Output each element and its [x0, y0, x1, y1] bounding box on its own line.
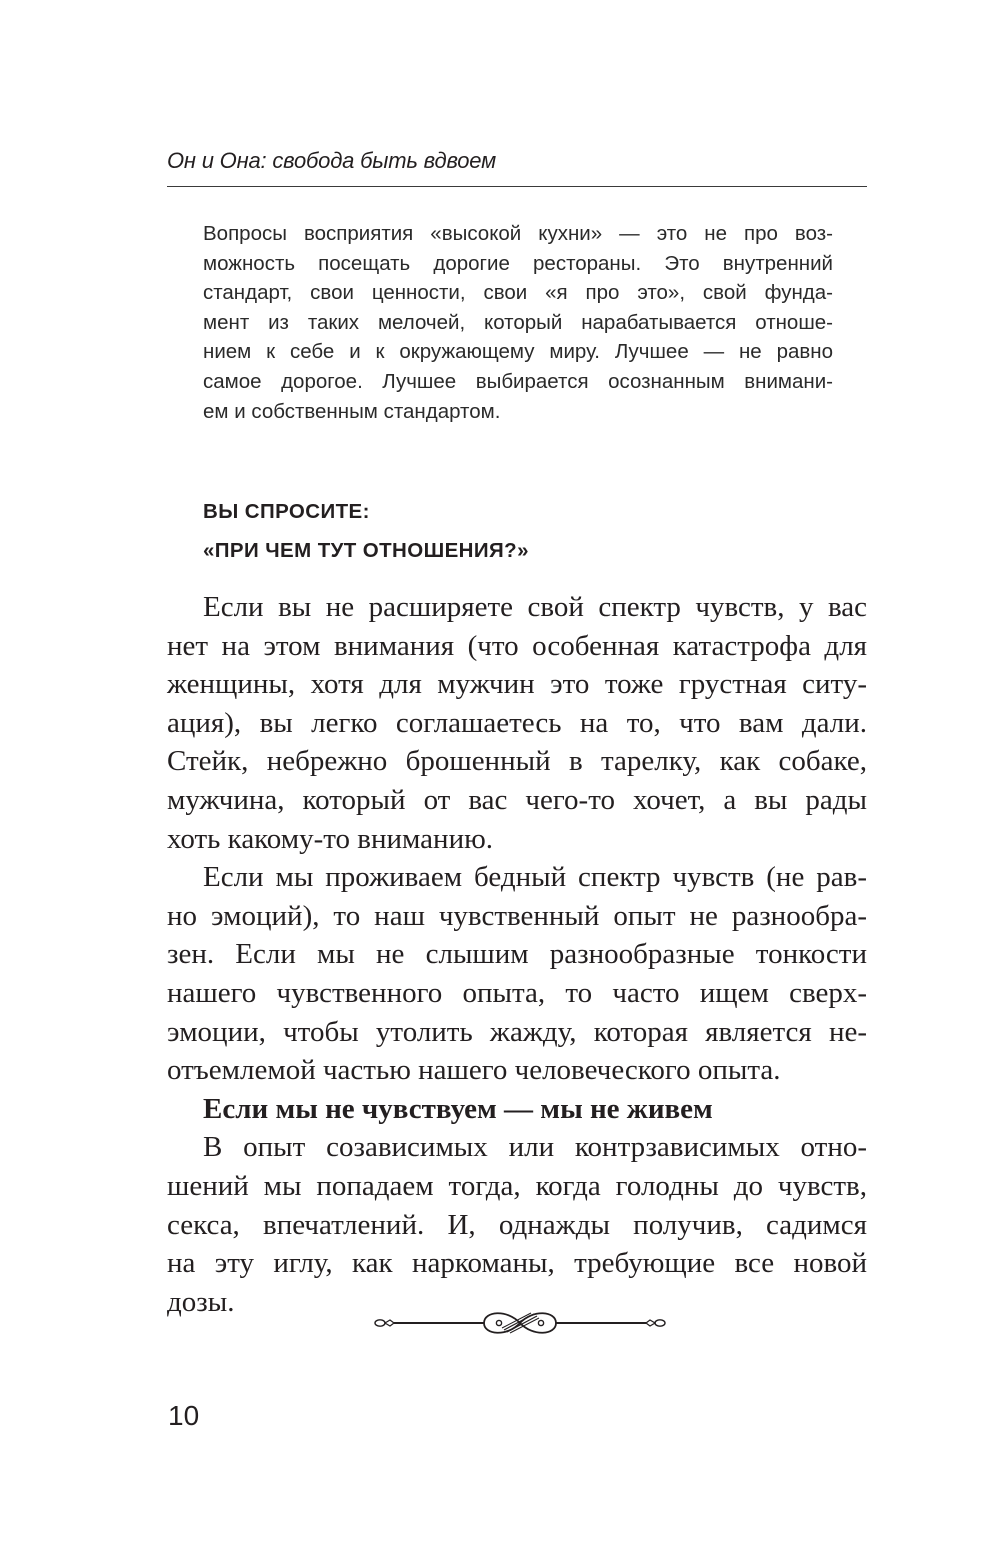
- body-line: Если мы проживаем бедный спектр чувств (не рав-: [203, 861, 867, 894]
- body-line: но эмоций), то наш чувственный опыт не разнообра-: [167, 899, 867, 932]
- running-head-rule: [167, 186, 867, 187]
- inset-line: можность посещать дорогие рестораны. Это внутренний: [203, 251, 833, 275]
- inset-line: ем и собственным стандартом.: [203, 399, 501, 423]
- page-number: 10: [168, 1400, 200, 1431]
- body-line: мужчина, который от вас чего-то хочет, а вы рады: [167, 783, 867, 816]
- body-line: ация), вы легко соглашаетесь на то, что вам дали.: [167, 706, 867, 739]
- flourish-divider-icon: [372, 1306, 668, 1340]
- body-line: женщины, хотя для мужчин это тоже грустная ситу-: [167, 668, 867, 701]
- paragraph-2: [167, 858, 867, 1090]
- body-line: шений мы попадаем тогда, когда голодны до чувств,: [167, 1169, 867, 1202]
- section-heading-line-2: «ПРИ ЧЕМ ТУТ ОТНОШЕНИЯ?»: [203, 539, 529, 562]
- inset-line: нием к себе и к окружающему миру. Лучшее — не равно: [203, 340, 833, 364]
- paragraph-3: [167, 1128, 867, 1321]
- body-line: хоть какому-то вниманию.: [167, 822, 494, 855]
- body-line: на эту иглу, как наркоманы, требующие все новой: [167, 1247, 867, 1280]
- body-text: [167, 588, 867, 1321]
- body-line: В опыт созависимых или контрзависимых отно-: [203, 1131, 867, 1164]
- inset-line: мент из таких мелочей, который нарабатывается отноше-: [203, 310, 833, 334]
- inset-line: самое дорогое. Лучшее выбирается осознанным внимани-: [203, 369, 833, 393]
- body-line: отъемлемой частью нашего человеческого опыта.: [167, 1054, 781, 1087]
- body-line: Стейк, небрежно брошенный в тарелку, как собаке,: [167, 745, 867, 778]
- paragraph-1: [167, 588, 867, 858]
- bold-subheading: Если мы не чувствуем — мы не живем: [203, 1092, 713, 1125]
- body-line: нет на этом внимания (что особенная катастрофа для: [167, 629, 867, 662]
- body-line: нашего чувственного опыта, то часто ищем сверх-: [167, 976, 867, 1009]
- body-line: секса, впечатлений. И, однажды получив, садимся: [167, 1208, 867, 1241]
- sidebar-inset-text: [203, 219, 833, 426]
- section-heading-line-1: ВЫ СПРОСИТЕ:: [203, 500, 370, 523]
- inset-line: стандарт, свои ценности, свои «я про это», свой фунда-: [203, 281, 833, 305]
- body-line: Если вы не расширяете свой спектр чувств, у вас: [203, 591, 867, 623]
- section-heading: [203, 492, 529, 570]
- inset-line: Вопросы восприятия «высокой кухни» — это не про воз-: [203, 222, 833, 245]
- running-head-title: Он и Она: свобода быть вдвоем: [167, 148, 496, 173]
- body-line: дозы.: [167, 1285, 235, 1318]
- body-line: эмоции, чтобы утолить жажду, которая является не-: [167, 1015, 867, 1048]
- body-line: зен. Если мы не слышим разнообразные тонкости: [167, 938, 867, 971]
